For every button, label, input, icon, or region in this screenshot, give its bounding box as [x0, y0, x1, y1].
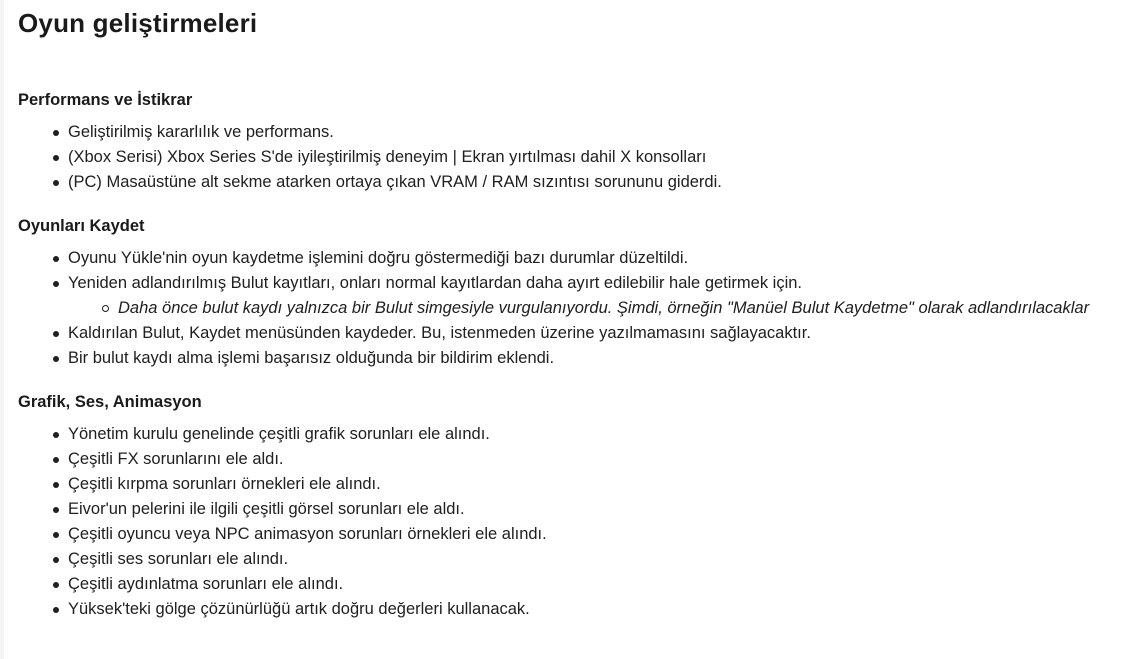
patch-notes-article: [4, 0, 1136, 659]
section-heading-performance: Performans ve İstikrar: [18, 91, 193, 109]
list-item: Çeşitli ses sorunları ele alındı.: [68, 547, 1136, 572]
list-item: Çeşitli kırpma sorunları örnekleri ele alındı.: [68, 472, 1136, 497]
list-item: Çeşitli oyuncu veya NPC animasyon sorunları örnekleri ele alındı.: [68, 522, 1136, 547]
list-item: Oyunu Yükle'nin oyun kaydetme işlemini doğru göstermediği bazı durumlar düzeltildi.: [68, 246, 1136, 271]
list-item: (PC) Masaüstüne alt sekme atarken ortaya çıkan VRAM / RAM sızıntısı sorununu giderdi.: [68, 170, 1136, 195]
list-item: Yönetim kurulu genelinde çeşitli grafik sorunları ele alındı.: [68, 422, 1136, 447]
list-item: (Xbox Serisi) Xbox Series S'de iyileştirilmiş deneyim | Ekran yırtılması dahil X konsolları: [68, 145, 1136, 170]
section-heading-save-games: Oyunları Kaydet: [18, 217, 145, 235]
graphics-list: [18, 422, 1136, 622]
nested-list: [68, 296, 1136, 321]
list-item: Geliştirilmiş kararlılık ve performans.: [68, 120, 1136, 145]
list-item: Çeşitli FX sorunlarını ele aldı.: [68, 447, 1136, 472]
nested-list-item: Daha önce bulut kaydı yalnızca bir Bulut simgesiyle vurgulanıyordu. Şimdi, örneğin "Manüel Bulut Kaydetme" olarak adlandırılacaklar: [118, 296, 1136, 321]
page-title: Oyun geliştirmeleri: [18, 8, 258, 38]
list-item: Eivor'un pelerini ile ilgili çeşitli görsel sorunları ele aldı.: [68, 497, 1136, 522]
list-item: Çeşitli aydınlatma sorunları ele alındı.: [68, 572, 1136, 597]
list-item: Kaldırılan Bulut, Kaydet menüsünden kaydeder. Bu, istenmeden üzerine yazılmamasını sağlayacaktır.: [68, 321, 1136, 346]
list-item-nested: [68, 296, 1136, 321]
performance-list: [18, 120, 1136, 195]
list-item: Yüksek'teki gölge çözünürlüğü artık doğru değerleri kullanacak.: [68, 597, 1136, 622]
list-item: Yeniden adlandırılmış Bulut kayıtları, onları normal kayıtlardan daha ayırt edilebilir hale getirmek için.: [68, 271, 1136, 296]
list-item: Bir bulut kaydı alma işlemi başarısız olduğunda bir bildirim eklendi.: [68, 346, 1136, 371]
save-games-list: [18, 246, 1136, 371]
section-heading-graphics: Grafik, Ses, Animasyon: [18, 393, 202, 411]
